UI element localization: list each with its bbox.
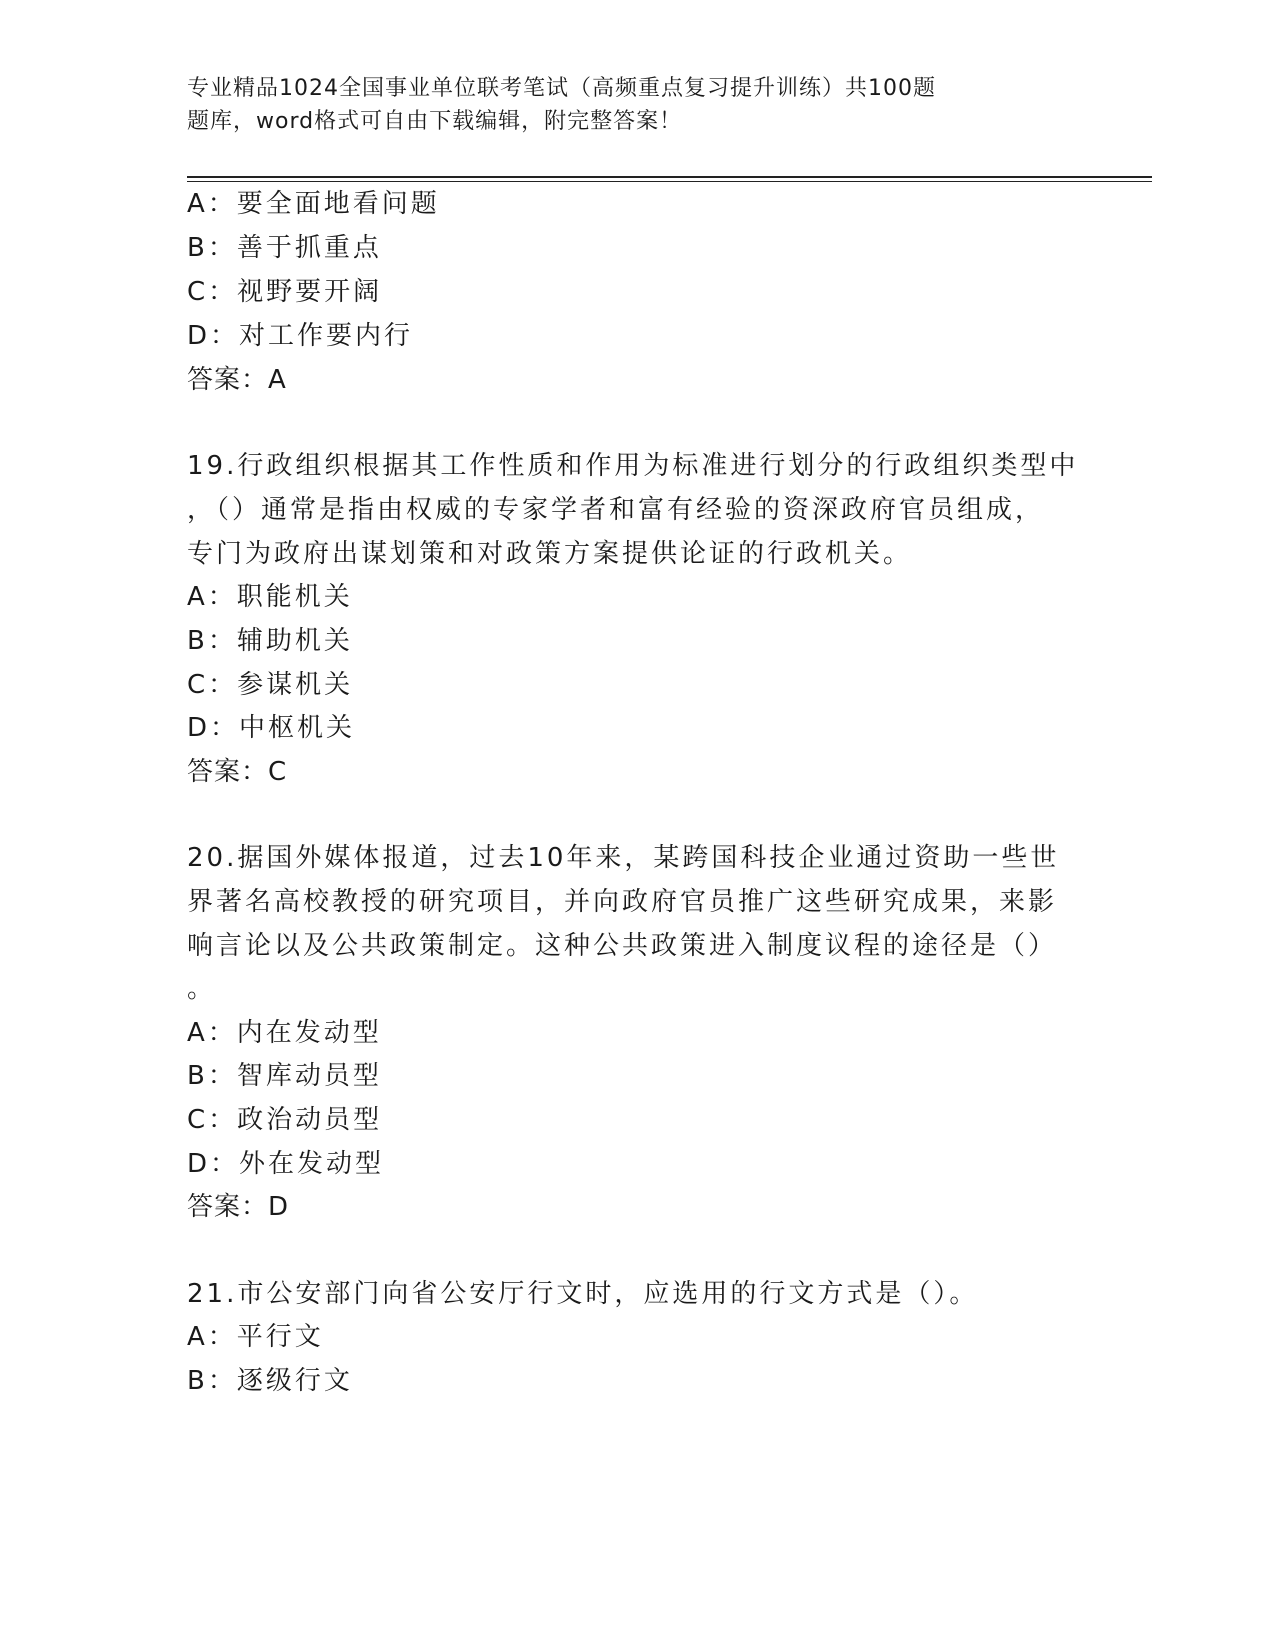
q19-stem-line-1: 19.行政组织根据其工作性质和作用为标准进行划分的行政组织类型中 bbox=[187, 451, 1079, 481]
document-header bbox=[187, 72, 1047, 138]
header-line-1: 专业精品1024全国事业单位联考笔试（高频重点复习提升训练）共100题 bbox=[187, 76, 936, 101]
q20-stem-line-4: 。 bbox=[187, 974, 217, 1004]
q18-option-d: D：对工作要内行 bbox=[187, 321, 414, 351]
q21-option-b: B：逐级行文 bbox=[187, 1366, 353, 1396]
q19-option-a: A：职能机关 bbox=[187, 582, 353, 612]
q18-option-a: A：要全面地看问题 bbox=[187, 189, 440, 219]
q20-stem-line-1: 20.据国外媒体报道，过去10年来，某跨国科技企业通过资助一些世 bbox=[187, 843, 1060, 873]
q20-option-d: D：外在发动型 bbox=[187, 1149, 385, 1179]
q19-answer: 答案：C bbox=[187, 757, 288, 787]
q20-option-c: C：政治动员型 bbox=[187, 1105, 383, 1135]
q19-option-c: C：参谋机关 bbox=[187, 670, 354, 700]
q20-option-b: B：智库动员型 bbox=[187, 1061, 382, 1091]
q18-answer: 答案：A bbox=[187, 365, 287, 395]
q21-option-a: A：平行文 bbox=[187, 1322, 324, 1352]
header-line-2: 题库，word格式可自由下载编辑，附完整答案！ bbox=[187, 109, 683, 134]
q19-option-d: D：中枢机关 bbox=[187, 713, 356, 743]
q20-answer: 答案：D bbox=[187, 1192, 290, 1222]
q20-option-a: A：内在发动型 bbox=[187, 1018, 382, 1048]
q18-option-b: B：善于抓重点 bbox=[187, 233, 382, 263]
q19-stem-line-3: 专门为政府出谋划策和对政策方案提供论证的行政机关。 bbox=[187, 539, 913, 569]
q21-stem-line-1: 21.市公安部门向省公安厅行文时，应选用的行文方式是（）。 bbox=[187, 1279, 979, 1309]
q19-stem-line-2: ，（）通常是指由权威的专家学者和富有经验的资深政府官员组成， bbox=[187, 495, 1045, 525]
q18-option-c: C：视野要开阔 bbox=[187, 277, 383, 307]
q20-stem-line-3: 响言论以及公共政策制定。这种公共政策进入制度议程的途径是（） bbox=[187, 931, 1058, 961]
header-rule-thin bbox=[187, 181, 1152, 182]
q19-option-b: B：辅助机关 bbox=[187, 626, 353, 656]
q20-stem-line-2: 界著名高校教授的研究项目，并向政府官员推广这些研究成果，来影 bbox=[187, 887, 1058, 917]
header-rule-thick bbox=[187, 176, 1152, 178]
